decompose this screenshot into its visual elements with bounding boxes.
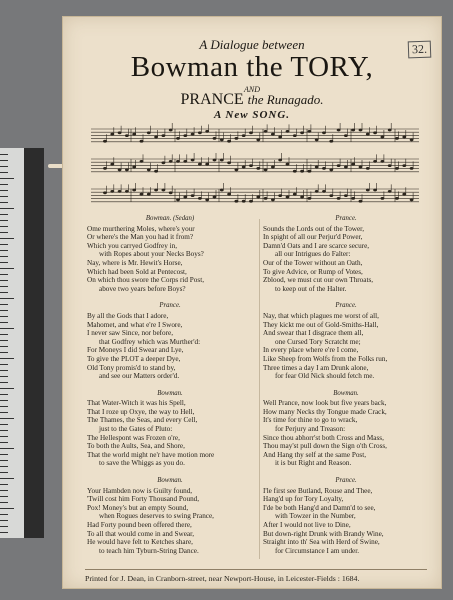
ruler-tick bbox=[0, 208, 14, 209]
music-note bbox=[242, 200, 245, 202]
music-note bbox=[169, 192, 172, 194]
verse-line: Pox! Money's but an empty Sound, bbox=[87, 503, 189, 512]
music-note bbox=[279, 159, 282, 161]
music-note bbox=[206, 130, 209, 132]
verse-line: To give Advice, or Rump of Votes, bbox=[263, 267, 363, 276]
ruler-tick bbox=[0, 340, 8, 341]
music-note bbox=[293, 135, 296, 137]
music-note bbox=[191, 133, 194, 135]
verse-line: for Perjury and Treason: bbox=[275, 425, 346, 434]
music-note bbox=[359, 166, 362, 168]
ruler-tick bbox=[0, 352, 8, 353]
music-note bbox=[359, 200, 362, 202]
music-note bbox=[322, 167, 325, 169]
ruler-tick bbox=[0, 514, 8, 515]
verse-line: Sounds the Lords out of the Tower, bbox=[263, 224, 365, 233]
music-note bbox=[147, 193, 150, 195]
ruler-tick bbox=[0, 382, 8, 383]
music-note bbox=[103, 192, 106, 194]
ruler-tick bbox=[0, 388, 14, 389]
ruler-tick bbox=[0, 196, 8, 197]
music-note bbox=[184, 196, 187, 198]
ruler-tick bbox=[0, 184, 8, 185]
music-note bbox=[366, 167, 369, 169]
ruler-tick bbox=[0, 430, 8, 431]
ruler-tick bbox=[0, 316, 8, 317]
music-note bbox=[286, 163, 289, 165]
verse-line: He would have felt to Ketches share, bbox=[87, 538, 193, 547]
speaker-label: Bowman. bbox=[157, 477, 183, 485]
ruler-tick bbox=[0, 286, 8, 287]
ruler-tick bbox=[0, 190, 8, 191]
title-line-3: AND bbox=[244, 85, 260, 94]
verse-line: when Rogues deserves to swing Prance, bbox=[99, 512, 214, 521]
title-prance: PRANCE bbox=[180, 91, 244, 108]
ruler-tick bbox=[0, 256, 8, 257]
ruler-tick bbox=[0, 448, 14, 449]
verse-line: Old Tony promis'd to stand by, bbox=[87, 363, 176, 372]
music-note bbox=[264, 130, 267, 132]
verse-line: with Ropes about your Necks Boys? bbox=[99, 250, 204, 259]
title-line-1: A Dialogue between bbox=[199, 37, 305, 52]
music-note bbox=[140, 193, 143, 195]
music-note bbox=[176, 199, 179, 201]
ruler-tick bbox=[0, 322, 8, 323]
ruler-tick bbox=[0, 202, 8, 203]
verse-line: The Thames, the Seas, and every Cell, bbox=[87, 416, 198, 425]
verse-line: one Cursed Tory Scratcht me; bbox=[275, 337, 361, 346]
verse-line: for Circumstance I am under. bbox=[275, 546, 360, 555]
verse-line: Hang'd up for Tory Loyalty, bbox=[263, 495, 344, 504]
music-note bbox=[133, 189, 136, 191]
music-note bbox=[264, 169, 267, 171]
music-note bbox=[403, 165, 406, 167]
verse-line: above two years before Boys? bbox=[99, 284, 186, 293]
music-note bbox=[293, 193, 296, 195]
verse-line: For Moneys I did Swear and Lye, bbox=[87, 346, 184, 355]
imprint-line: Printed for J. Dean, in Cranborn-street, near Newport-House, in Leicester-Fields : 1684. bbox=[85, 569, 427, 583]
verse-line: And swear that I disgrace them all, bbox=[263, 329, 364, 338]
music-note bbox=[344, 195, 347, 197]
stanza bbox=[263, 302, 429, 380]
ruler-tick bbox=[0, 406, 8, 407]
verse-line: They kickt me out of Gold-Smiths-Hall, bbox=[263, 320, 379, 329]
music-note bbox=[242, 166, 245, 168]
music-notation bbox=[91, 123, 419, 213]
measurement-ruler bbox=[0, 148, 44, 538]
music-note bbox=[118, 132, 121, 134]
stanza bbox=[87, 302, 253, 380]
music-note bbox=[403, 136, 406, 138]
music-note bbox=[228, 140, 231, 142]
music-note bbox=[111, 190, 114, 192]
music-note bbox=[286, 196, 289, 198]
music-note bbox=[198, 163, 201, 165]
verse-line: for fear Old Nick should fetch me. bbox=[275, 372, 375, 381]
music-note bbox=[220, 159, 223, 161]
music-note bbox=[271, 199, 274, 201]
verse-line: That the world might ne'r have motion more bbox=[87, 450, 215, 459]
verse-line: Thou may'st pull down the Sign o'th Cross, bbox=[263, 442, 387, 451]
stanza bbox=[263, 390, 429, 468]
ruler-tick bbox=[0, 466, 8, 467]
verse-line: Had Forty pound been offered there, bbox=[87, 521, 192, 529]
ruler-tick bbox=[0, 274, 8, 275]
stanza bbox=[263, 477, 429, 555]
music-note bbox=[191, 159, 194, 161]
music-note bbox=[235, 200, 238, 202]
music-note bbox=[374, 160, 377, 162]
music-note bbox=[374, 132, 377, 134]
music-note bbox=[286, 130, 289, 132]
ruler-tick bbox=[0, 490, 8, 491]
music-note bbox=[352, 163, 355, 165]
verse-line: That Water-Witch it was his Spell, bbox=[87, 399, 186, 408]
verse-line: to teach him Tyburn-String Dance. bbox=[99, 546, 199, 555]
verse-line: I'de be both Hang'd and Damn'd to see, bbox=[263, 503, 376, 512]
ruler-tick bbox=[0, 364, 8, 365]
ruler-tick bbox=[0, 250, 8, 251]
music-note bbox=[308, 197, 311, 199]
ruler-tick bbox=[0, 520, 8, 521]
ruler-tick bbox=[0, 154, 8, 155]
ruler-tick bbox=[0, 238, 14, 239]
music-note bbox=[228, 162, 231, 164]
music-note bbox=[315, 166, 318, 168]
music-note bbox=[184, 160, 187, 162]
music-note bbox=[242, 135, 245, 137]
verse-line: To give the PLOT a deeper Dye, bbox=[87, 354, 181, 363]
music-note bbox=[264, 197, 267, 199]
ruler-tick bbox=[0, 496, 8, 497]
ruler-tick bbox=[0, 358, 14, 359]
ruler-tick bbox=[0, 172, 8, 173]
verse-line: Nay, that which plagues me worst of all, bbox=[263, 311, 379, 320]
verse-line: it is but Right and Reason. bbox=[275, 459, 352, 468]
music-note bbox=[184, 135, 187, 137]
speaker-label: Prance. bbox=[335, 477, 357, 485]
music-note bbox=[344, 166, 347, 168]
music-note bbox=[301, 132, 304, 134]
ruler-tick bbox=[0, 478, 14, 479]
ruler-tick bbox=[0, 412, 8, 413]
ruler-tick bbox=[0, 442, 8, 443]
music-note bbox=[315, 190, 318, 192]
verse-line: Since thou abhorr'st both Cross and Mass, bbox=[263, 433, 384, 442]
music-note bbox=[228, 193, 231, 195]
music-note bbox=[301, 170, 304, 172]
ruler-tick bbox=[0, 376, 8, 377]
music-note bbox=[374, 189, 377, 191]
music-note bbox=[220, 139, 223, 141]
music-note bbox=[359, 129, 362, 131]
music-note bbox=[279, 136, 282, 138]
verse-line: By all the Gods that I adore, bbox=[87, 311, 169, 320]
music-note bbox=[315, 139, 318, 141]
music-note bbox=[271, 133, 274, 135]
ruler-tick bbox=[0, 244, 8, 245]
music-note bbox=[125, 169, 128, 171]
verse-line: 'Twill cost him Forty Thousand Pound, bbox=[87, 495, 200, 504]
music-note bbox=[155, 136, 158, 138]
ruler-tick bbox=[0, 418, 14, 419]
broadside-sheet bbox=[62, 16, 442, 589]
speaker-label: Prance. bbox=[335, 215, 357, 222]
verse-line: to keep out of the Halter. bbox=[275, 284, 347, 293]
music-note bbox=[169, 129, 172, 131]
music-note bbox=[213, 159, 216, 161]
ruler-tick bbox=[0, 226, 8, 227]
verse-line: In spight of all our Perjur'd Power, bbox=[263, 233, 363, 242]
music-note bbox=[249, 200, 252, 202]
ruler-tick bbox=[0, 526, 8, 527]
music-note bbox=[395, 197, 398, 199]
ruler-tick bbox=[0, 178, 14, 179]
ruler-tick bbox=[0, 502, 8, 503]
music-note bbox=[140, 140, 143, 142]
verse-line: Mahomet, and what e're I Swore, bbox=[87, 320, 183, 329]
music-note bbox=[206, 199, 209, 201]
music-note bbox=[125, 190, 128, 192]
ruler-tick bbox=[0, 436, 8, 437]
music-note bbox=[147, 169, 150, 171]
verse-line: Ome murthering Moles, where's your bbox=[87, 224, 195, 233]
music-note bbox=[118, 169, 121, 171]
ruler-tick bbox=[0, 508, 14, 509]
ruler-tick bbox=[0, 460, 8, 461]
ruler-tick bbox=[0, 424, 8, 425]
ruler-tick bbox=[0, 166, 8, 167]
music-note bbox=[293, 170, 296, 172]
music-note bbox=[344, 135, 347, 137]
music-note bbox=[249, 132, 252, 134]
ruler-tick bbox=[0, 214, 8, 215]
verse-line: Nay, where is Mr. Hewit's Horse, bbox=[87, 258, 183, 267]
verse-line: The Hellespont was Frozen o're, bbox=[87, 433, 180, 442]
column-divider bbox=[259, 219, 260, 559]
verse-line: Three times a day I am Drunk alone, bbox=[263, 363, 369, 372]
ruler-tick bbox=[0, 400, 8, 401]
ruler-tick bbox=[0, 232, 8, 233]
verse-line: I'le first see Butland, Rouse and Thee, bbox=[263, 486, 373, 495]
verse-line: all our Intrigues do Falter: bbox=[275, 250, 351, 259]
ruler-tick bbox=[0, 454, 8, 455]
music-note bbox=[103, 140, 106, 142]
ruler-tick bbox=[0, 334, 8, 335]
music-note bbox=[410, 139, 413, 141]
verse-line: After I would not live to Dine, bbox=[263, 521, 351, 529]
music-note bbox=[155, 170, 158, 172]
verse-line: with Towzer in the Number, bbox=[275, 512, 356, 521]
verse-line: Zblood, we must cut our own Throats, bbox=[263, 276, 374, 285]
music-note bbox=[279, 195, 282, 197]
music-note bbox=[169, 160, 172, 162]
music-note bbox=[301, 196, 304, 198]
music-note bbox=[257, 167, 260, 169]
music-note bbox=[220, 189, 223, 191]
music-note bbox=[322, 132, 325, 134]
verse-line: Like Sheep from Wolfs from the Folks run, bbox=[263, 354, 388, 363]
music-note bbox=[162, 189, 165, 191]
music-note bbox=[271, 166, 274, 168]
music-note bbox=[388, 190, 391, 192]
verse-line: On which thou swore the Corps rid Post, bbox=[87, 276, 204, 285]
speaker-label: Bowman. bbox=[333, 389, 359, 397]
verse-line: It's time for thine to go to wrack, bbox=[263, 416, 358, 425]
music-note bbox=[388, 129, 391, 131]
music-note bbox=[140, 160, 143, 162]
ruler-tick bbox=[0, 394, 8, 395]
stanza bbox=[263, 215, 429, 293]
subtitle: A New SONG. bbox=[213, 109, 291, 121]
verse-line: To all that would come in and Swear, bbox=[87, 529, 194, 538]
music-note bbox=[337, 197, 340, 199]
verse-line: just to the Gates of Pluto: bbox=[99, 425, 173, 434]
verse-line: I never saw Since, nor before, bbox=[87, 329, 174, 338]
verse-line: That I roze up Oxye, the way to Hell, bbox=[87, 407, 195, 416]
verse-line: Damn'd Oats and I are scarce secure, bbox=[263, 241, 370, 250]
music-note bbox=[388, 165, 391, 167]
speaker-label: Prance. bbox=[159, 302, 181, 310]
music-note bbox=[257, 139, 260, 141]
music-note bbox=[213, 196, 216, 198]
verse-line: to save the Whiggs as you do. bbox=[99, 459, 185, 468]
music-note bbox=[133, 166, 136, 168]
ruler-tick bbox=[0, 220, 8, 221]
verse-line: that Godfrey which was Murther'd: bbox=[99, 337, 201, 346]
speaker-label: Bowman. (Sedan) bbox=[145, 215, 195, 222]
ruler-tick bbox=[0, 280, 8, 281]
ruler-tick bbox=[0, 370, 8, 371]
title-runagado: the Runagado. bbox=[247, 92, 324, 107]
verse-line: Straight into th' Sea with Herd of Swine, bbox=[263, 538, 380, 547]
stanza bbox=[87, 477, 253, 555]
music-note bbox=[176, 137, 179, 139]
verse-line: Or where's the Man you had it from? bbox=[87, 233, 194, 242]
music-note bbox=[235, 169, 238, 171]
music-note bbox=[352, 129, 355, 131]
music-note bbox=[366, 133, 369, 135]
ruler-tick bbox=[0, 268, 14, 269]
verse-column-right bbox=[263, 215, 429, 564]
music-note bbox=[213, 137, 216, 139]
music-note bbox=[381, 136, 384, 138]
ruler-dark-band bbox=[24, 148, 44, 538]
music-note bbox=[111, 133, 114, 135]
music-note bbox=[330, 140, 333, 142]
ruler-tick bbox=[0, 292, 8, 293]
music-note bbox=[198, 197, 201, 199]
verse-line: Well Prance, now look but five years back, bbox=[263, 399, 387, 408]
verse-line: To both the Aults, Sea, and Shore, bbox=[87, 442, 185, 451]
verse-line: Our of the Tower without an Oath, bbox=[263, 258, 363, 267]
music-note bbox=[395, 137, 398, 139]
music-note bbox=[111, 163, 114, 165]
music-note bbox=[198, 132, 201, 134]
ruler-tick bbox=[0, 472, 8, 473]
stanza bbox=[87, 215, 253, 293]
music-note bbox=[330, 195, 333, 197]
music-note bbox=[410, 167, 413, 169]
music-note bbox=[206, 163, 209, 165]
ruler-tick bbox=[0, 298, 14, 299]
music-note bbox=[118, 190, 121, 192]
stanza bbox=[87, 390, 253, 468]
music-note bbox=[257, 196, 260, 198]
folio-number: 32. bbox=[408, 41, 432, 59]
music-note bbox=[381, 160, 384, 162]
title-line-2: Bowman the TORY, bbox=[130, 51, 374, 83]
ruler-tick bbox=[0, 532, 8, 533]
music-note bbox=[133, 133, 136, 135]
music-note bbox=[155, 189, 158, 191]
verse-line: In every place where e're I come, bbox=[263, 346, 359, 355]
music-note bbox=[322, 190, 325, 192]
music-note bbox=[191, 195, 194, 197]
verse-line: How many Necks thy Tongue made Crack, bbox=[263, 407, 387, 416]
music-note bbox=[147, 132, 150, 134]
music-note bbox=[176, 160, 179, 162]
speaker-label: Prance. bbox=[335, 302, 357, 310]
music-note bbox=[337, 129, 340, 131]
ruler-tick bbox=[0, 484, 8, 485]
music-note bbox=[103, 167, 106, 169]
music-note bbox=[410, 199, 413, 201]
title-line-4 bbox=[63, 91, 441, 109]
verse-line: And Hang thy self at the same Post, bbox=[263, 450, 367, 459]
verse-line: Which you carryed Godfrey in, bbox=[87, 241, 178, 250]
music-note bbox=[249, 165, 252, 167]
music-note bbox=[337, 165, 340, 167]
music-note bbox=[403, 193, 406, 195]
music-note bbox=[162, 162, 165, 164]
ruler-tick bbox=[0, 160, 8, 161]
speaker-label: Bowman. bbox=[157, 389, 183, 397]
ruler-tick bbox=[0, 262, 8, 263]
ruler-tick bbox=[0, 304, 8, 305]
music-note bbox=[308, 130, 311, 132]
music-note bbox=[330, 169, 333, 171]
music-note bbox=[235, 137, 238, 139]
music-note bbox=[395, 167, 398, 169]
ruler-tick bbox=[0, 328, 14, 329]
music-note bbox=[162, 135, 165, 137]
music-note bbox=[366, 189, 369, 191]
verse-line: Which had been Sold at Pentecost, bbox=[87, 267, 187, 276]
music-note bbox=[381, 197, 384, 199]
music-note bbox=[308, 170, 311, 172]
music-note bbox=[125, 135, 128, 137]
verse-line: Your Hambden now is Guilty found, bbox=[87, 486, 193, 495]
ruler-tick bbox=[0, 310, 8, 311]
ruler-tick bbox=[0, 346, 8, 347]
verse-line: But down-right Drunk with Brandy Wine, bbox=[263, 529, 384, 538]
verse-column-left bbox=[87, 215, 253, 564]
music-note bbox=[352, 197, 355, 199]
verse-line: and see our Matters order'd. bbox=[99, 372, 180, 381]
